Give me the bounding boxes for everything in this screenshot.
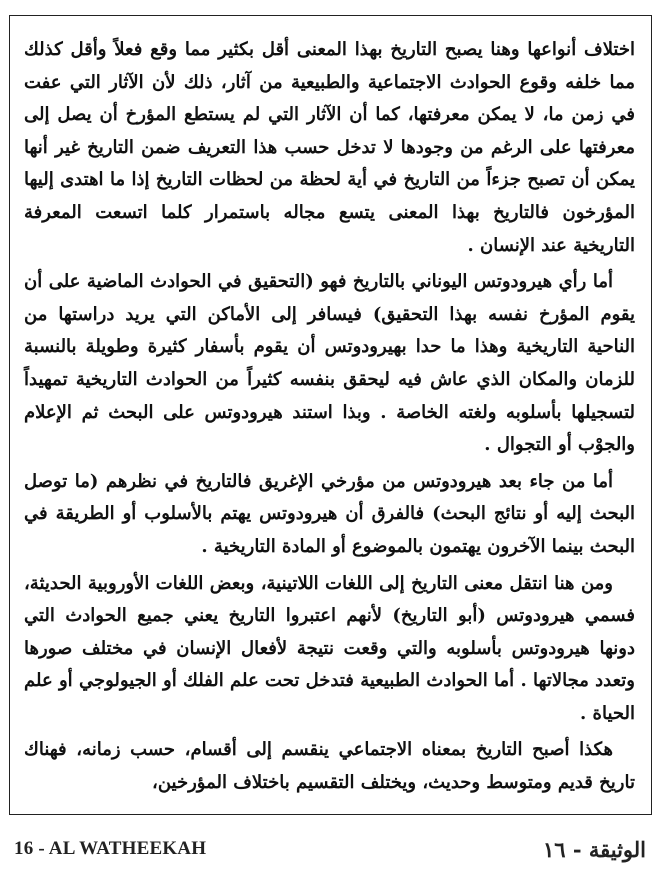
page-footer: [14, 829, 646, 869]
paragraph-2: أما رأي هيرودوتس اليوناني بالتاريخ فهو (التحقيق في الحوادث الماضية على أن يقوم المؤرخ نفسه بهذا التحقيق) فيسافر إلى الأماكن التي يريد دراستها من الناحية التاريخية وهذا ما حدا بهيرودوتس أن يقوم بأسفار كثيرة وطويلة بالنسبة للزمان والمكان الذي عاش فيه ليحقق بنفسه كثيراً من الحوادث التاريخية تمهيداً لتسجيلها بأسلوبه ولغته الخاصة . وبذا استند هيرودوتس على البحث ثم الإعلام والجوْب أو التجوال .: [24, 271, 635, 456]
paragraph-4: ومن هنا انتقل معنى التاريخ إلى اللغات اللاتينية، وبعض اللغات الأوروبية الحديثة، فسمي هيرودوتس (أبو التاريخ) لأنهم اعتبروا التاريخ يعني جميع الحوادث التي دونها هيرودوتس بأسلوبه والتي وقعت نتيجة لأفعال الإنسان في مختلف صورها وتعدد مجالاتها . أما الحوادث الطبيعية فتدخل تحت علم الفلك أو الجيولوجي أو علم الحياة .: [24, 572, 635, 724]
paragraph-5: هكذا أصبح التاريخ بمعناه الاجتماعي ينقسم إلى أقسام، حسب زمانه، فهناك تاريخ قديم ومتوسط وحديث، ويختلف التقسيم باختلاف المؤرخين،: [24, 739, 635, 794]
paragraph-3: أما من جاء بعد هيرودوتس من مؤرخي الإغريق فالتاريخ في نظرهم (ما توصل البحث إليه أو نتائج البحث) فالفرق أن هيرودوتس يهتم بالأسلوب أو الطريقة في البحث بينما الآخرون يهتمون بالموضوع أو المادة التاريخية .: [24, 470, 635, 557]
article-frame: [9, 15, 652, 815]
paragraph-1: اختلاف أنواعها وهنا يصبح التاريخ بهذا المعنى أقل بكثير مما وقع فعلاً وأقل كذلك مما خلفه وقوع الحوادث الاجتماعية والطبيعية من آثار، ذلك لأن الآثار التي عفت في زمن ما، لا يمكن معرفتها، كما أن الآثار التي لم يستطع المؤرخ أن يصل إلى معرفتها على الرغم من وجودها لا تدخل حسب هذا التعريف ضمن التاريخ غير أنها يمكن أن تصبح جزءاً من التاريخ في أية لحظة من لحظات التاريخ إذا ما اهتدى إليها المؤرخون فالتاريخ بهذا المعنى يتسع مجاله باستمرار كلما اتسعت المعرفة التاريخية عند الإنسان .: [24, 39, 635, 256]
footer-page-label-latin: 16 - AL WATHEEKAH: [14, 838, 207, 859]
footer-page-label-arabic: الوثيقة - ١٦: [542, 836, 646, 862]
article-body: [24, 34, 635, 800]
